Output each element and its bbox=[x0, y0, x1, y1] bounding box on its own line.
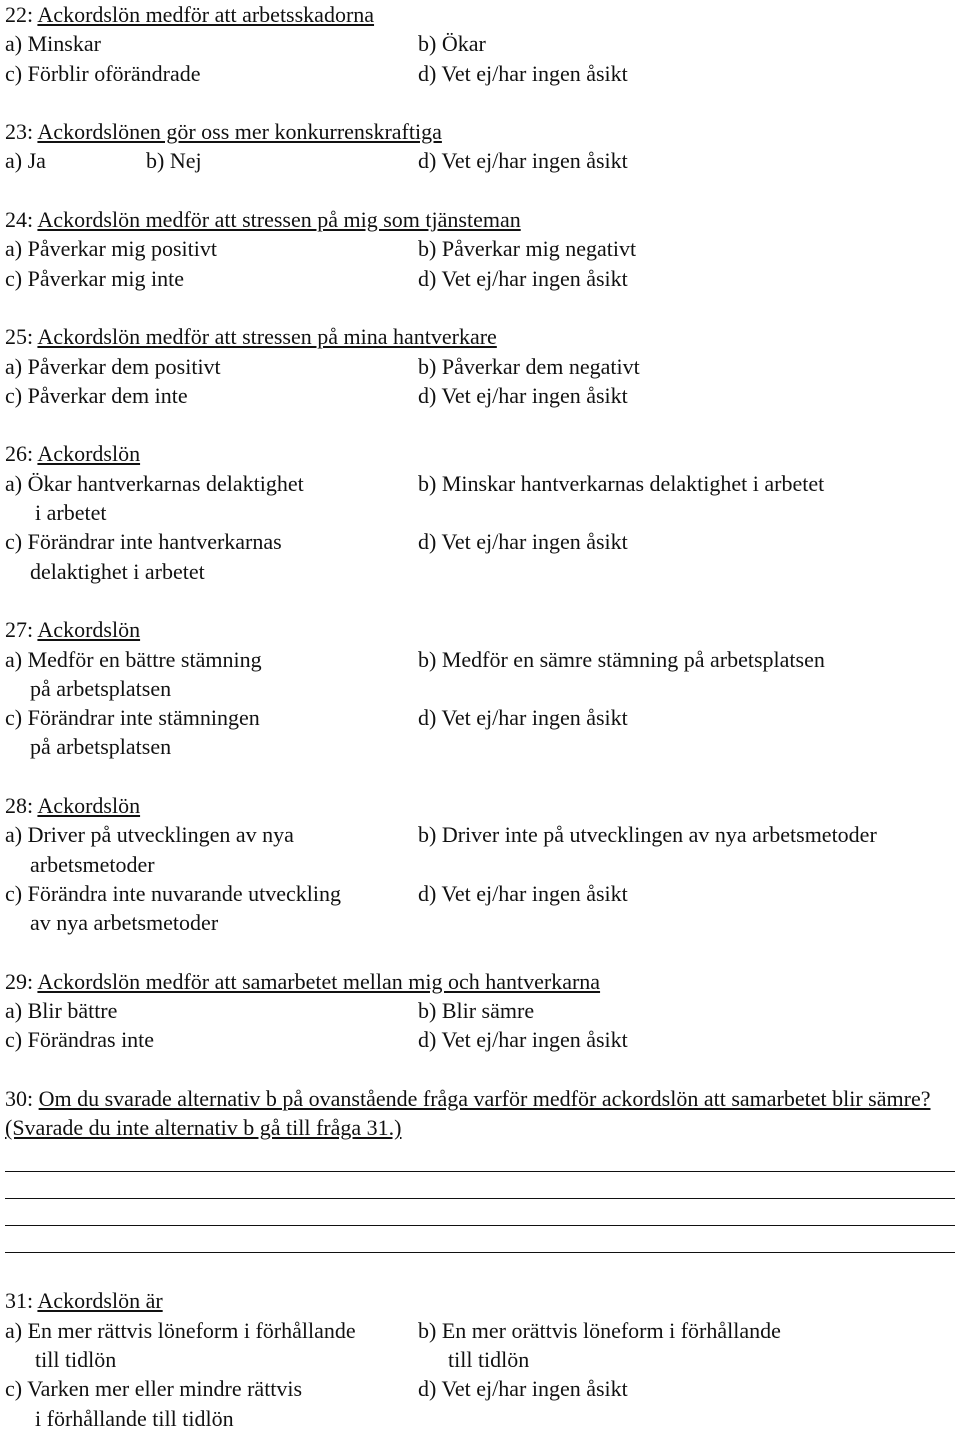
option-d[interactable]: d) Vet ej/har ingen åsikt bbox=[418, 265, 628, 291]
question-number: 29: bbox=[5, 968, 34, 994]
option-d[interactable]: d) Vet ej/har ingen åsikt bbox=[418, 1027, 628, 1053]
option-b[interactable]: b) Driver inte på utvecklingen av nya arbetsmetoder bbox=[418, 822, 877, 848]
option-a[interactable]: a) Ökar hantverkarnas delaktighet i arbetet bbox=[5, 470, 304, 526]
option-b[interactable]: b) Ökar bbox=[418, 31, 486, 57]
question-number: 25: bbox=[5, 324, 34, 350]
option-a[interactable]: a) Blir bättre bbox=[5, 998, 118, 1024]
option-c[interactable]: c) Varken mer eller mindre rättvis i förhållande till tidlön bbox=[5, 1376, 303, 1431]
question-number: 30: bbox=[5, 1085, 34, 1111]
option-b[interactable]: b) Minskar hantverkarnas delaktighet i arbetet bbox=[418, 470, 825, 496]
option-d[interactable]: d) Vet ej/har ingen åsikt bbox=[418, 529, 628, 555]
option-c[interactable]: c) Påverkar dem inte bbox=[5, 382, 188, 408]
question-title: Om du svarade alternativ b på ovanstående fråga varför medför ackordslön att samarbetet blir sämre? (Svarade du inte alternativ b gå till fråga 31.) bbox=[5, 1085, 931, 1141]
question-title: Ackordslön bbox=[37, 617, 141, 643]
option-c[interactable]: c) Förändras inte bbox=[5, 1027, 155, 1053]
option-b[interactable]: b) Nej bbox=[146, 148, 202, 174]
question-title: Ackordslön medför att arbetsskadorna bbox=[37, 2, 375, 27]
question-26 bbox=[5, 439, 960, 585]
question-number: 22: bbox=[5, 2, 34, 27]
option-c[interactable]: c) Förändra inte nuvarande utveckling av nya arbetsmetoder bbox=[5, 880, 341, 936]
option-b[interactable]: b) Påverkar dem negativt bbox=[418, 353, 640, 379]
answer-line[interactable] bbox=[5, 1170, 955, 1199]
question-30 bbox=[5, 1084, 960, 1253]
option-d[interactable]: d) Vet ej/har ingen åsikt bbox=[418, 1376, 628, 1402]
option-d[interactable]: d) Vet ej/har ingen åsikt bbox=[418, 60, 628, 86]
answer-line[interactable] bbox=[5, 1224, 955, 1253]
option-b[interactable]: b) Medför en sämre stämning på arbetsplatsen bbox=[418, 646, 825, 672]
option-a[interactable]: a) Ja bbox=[5, 148, 46, 174]
option-a[interactable]: a) Minskar bbox=[5, 31, 101, 57]
question-title: Ackordslön bbox=[37, 441, 141, 467]
question-title: Ackordslön medför att stressen på mig som tjänsteman bbox=[37, 207, 521, 233]
question-number: 28: bbox=[5, 793, 34, 819]
answer-line[interactable] bbox=[5, 1197, 955, 1226]
option-a[interactable]: a) En mer rättvis löneform i förhållande till tidlön bbox=[5, 1317, 356, 1373]
question-title: Ackordslön medför att samarbetet mellan mig och hantverkarna bbox=[37, 968, 601, 994]
option-a[interactable]: a) Medför en bättre stämning på arbetsplatsen bbox=[5, 646, 262, 701]
option-a[interactable]: a) Driver på utvecklingen av nya arbetsmetoder bbox=[5, 822, 294, 877]
option-b[interactable]: b) Blir sämre bbox=[418, 998, 535, 1024]
question-29 bbox=[5, 967, 960, 1055]
question-title: Ackordslönen gör oss mer konkurrenskraftiga bbox=[37, 119, 442, 145]
option-c[interactable]: c) Förändrar inte hantverkarnas delaktighet i arbetet bbox=[5, 529, 282, 584]
question-number: 23: bbox=[5, 119, 34, 145]
question-number: 26: bbox=[5, 441, 34, 467]
answer-lines bbox=[5, 1147, 960, 1254]
question-27 bbox=[5, 615, 960, 761]
question-22 bbox=[5, 0, 960, 88]
option-b[interactable]: b) Påverkar mig negativt bbox=[418, 236, 637, 262]
question-31 bbox=[5, 1286, 960, 1432]
option-a[interactable]: a) Påverkar dem positivt bbox=[5, 353, 221, 379]
question-number: 27: bbox=[5, 617, 34, 643]
question-title: Ackordslön är bbox=[37, 1288, 163, 1314]
option-d[interactable]: d) Vet ej/har ingen åsikt bbox=[418, 148, 628, 174]
answer-line[interactable] bbox=[5, 1147, 955, 1172]
question-23 bbox=[5, 117, 960, 176]
option-d[interactable]: d) Vet ej/har ingen åsikt bbox=[418, 880, 628, 906]
question-28 bbox=[5, 791, 960, 937]
option-d[interactable]: d) Vet ej/har ingen åsikt bbox=[418, 705, 628, 731]
option-a[interactable]: a) Påverkar mig positivt bbox=[5, 236, 218, 262]
question-number: 24: bbox=[5, 207, 34, 233]
option-c[interactable]: c) Påverkar mig inte bbox=[5, 265, 184, 291]
option-b[interactable]: b) En mer orättvis löneform i förhållande till tidlön bbox=[418, 1317, 781, 1373]
question-title: Ackordslön bbox=[37, 793, 141, 819]
question-24 bbox=[5, 205, 960, 293]
question-25 bbox=[5, 322, 960, 410]
option-d[interactable]: d) Vet ej/har ingen åsikt bbox=[418, 382, 628, 408]
question-number: 31: bbox=[5, 1288, 34, 1314]
option-c[interactable]: c) Förändrar inte stämningen på arbetsplatsen bbox=[5, 705, 260, 760]
option-c[interactable]: c) Förblir oförändrade bbox=[5, 60, 201, 86]
question-title: Ackordslön medför att stressen på mina hantverkare bbox=[37, 324, 497, 350]
